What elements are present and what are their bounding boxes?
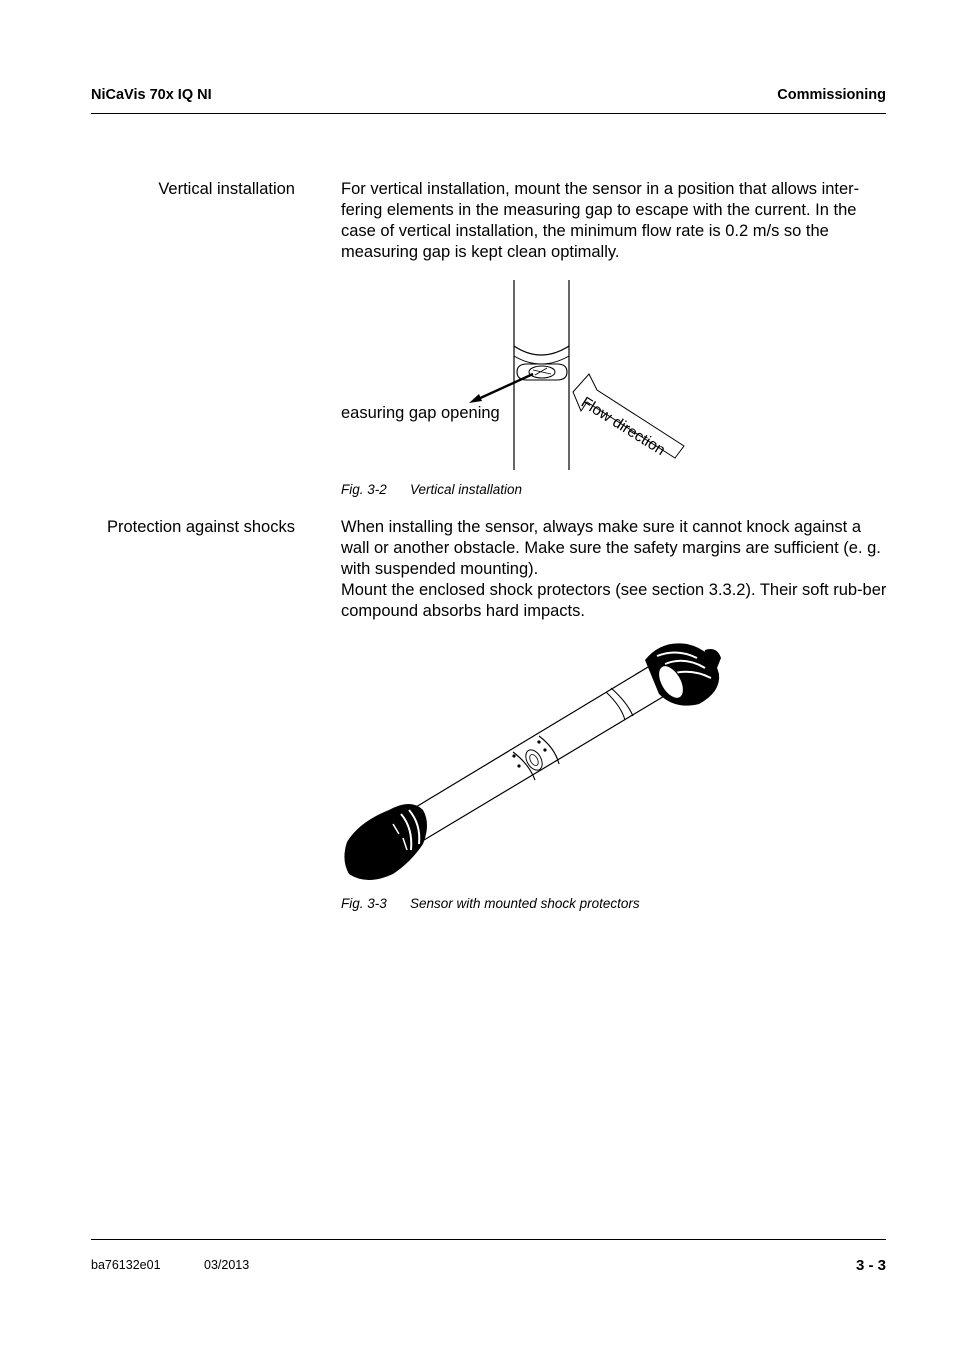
sensor-drawing (341, 638, 723, 886)
protection-against-shocks-heading: Protection against shocks (106, 518, 295, 536)
figure-3-2-caption (341, 482, 522, 497)
sensor-shock-protectors-figure (341, 638, 723, 886)
vertical-installation-figure (341, 280, 691, 470)
vertical-installation-body (341, 179, 889, 263)
figure-3-2-title: Vertical installation (410, 482, 523, 497)
figure-3-2-number: Fig. 3-2 (341, 482, 387, 497)
header-product: NiCaVis 70x IQ NI (91, 87, 212, 103)
shocks-paragraph-1: When installing the sensor, always make sure it cannot knock against a wall or another obstacle. Make sure the safety margins are sufficient (e. g. with suspended mounting). (341, 518, 881, 578)
vertical-installation-heading: Vertical installation (158, 180, 295, 198)
footer-date: 03/2013 (204, 1258, 250, 1272)
figure-3-3-caption (341, 896, 640, 911)
header-rule (91, 113, 886, 114)
footer-rule (91, 1239, 886, 1240)
page-number: 3 - 3 (855, 1257, 886, 1274)
measuring-gap-label: easuring gap opening (341, 404, 500, 422)
header-chapter: Commissioning (777, 87, 886, 103)
figure-3-3-title: Sensor with mounted shock protectors (410, 896, 640, 911)
figure-3-3-number: Fig. 3-3 (341, 896, 387, 911)
vertical-installation-paragraph: For vertical installation, mount the sensor in a position that allows inter-fering elements in the measuring gap to escape with the current. In the case of vertical installation, the minimum flow rate is 0.2 m/s so the measuring gap is kept clean optimally. (341, 180, 860, 261)
shocks-paragraph-2: Mount the enclosed shock protectors (see section 3.3.2). Their soft rub-ber compound absorbs hard impacts. (341, 581, 887, 620)
footer-doc-number: ba76132e01 (91, 1258, 161, 1272)
flow-direction-label: Flow direction (577, 394, 669, 460)
protection-against-shocks-body (341, 517, 889, 622)
